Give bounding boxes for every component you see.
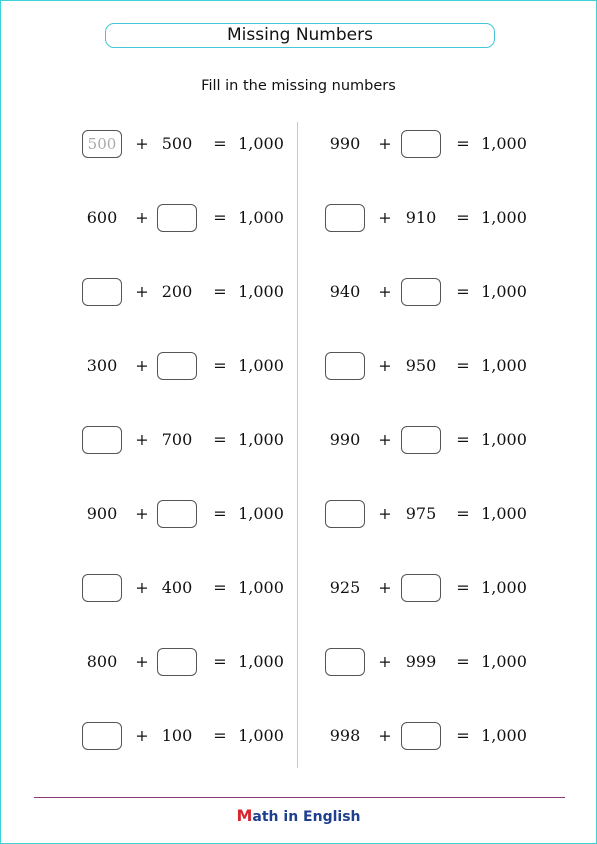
result-number: 1,000 (481, 578, 527, 597)
equals-sign: = (456, 726, 470, 745)
addend-number: 940 (329, 282, 361, 301)
plus-sign: + (135, 578, 149, 597)
addend-number: 998 (329, 726, 361, 745)
plus-sign: + (135, 652, 149, 671)
equals-sign: = (213, 356, 227, 375)
equation-row (0, 129, 597, 159)
equals-sign: = (456, 282, 470, 301)
result-number: 1,000 (238, 134, 284, 153)
answer-box[interactable] (325, 352, 365, 380)
equals-sign: = (456, 356, 470, 375)
plus-sign: + (378, 726, 392, 745)
plus-sign: + (378, 356, 392, 375)
result-number: 1,000 (238, 652, 284, 671)
addend-number: 950 (405, 356, 437, 375)
answer-box[interactable] (325, 500, 365, 528)
logo-letter-m: M (236, 806, 253, 825)
equation-row (0, 721, 597, 751)
equals-sign: = (213, 282, 227, 301)
result-number: 1,000 (481, 504, 527, 523)
equation-row (0, 573, 597, 603)
answer-box[interactable] (401, 574, 441, 602)
addend-number: 800 (86, 652, 118, 671)
addend-number: 975 (405, 504, 437, 523)
logo-text: ath in English (252, 809, 361, 825)
equation-row (0, 647, 597, 677)
equation-row (0, 351, 597, 381)
addend-number: 200 (161, 282, 193, 301)
plus-sign: + (378, 282, 392, 301)
plus-sign: + (135, 726, 149, 745)
result-number: 1,000 (481, 282, 527, 301)
equals-sign: = (213, 504, 227, 523)
result-number: 1,000 (481, 430, 527, 449)
plus-sign: + (378, 430, 392, 449)
plus-sign: + (135, 504, 149, 523)
equals-sign: = (456, 578, 470, 597)
answer-box[interactable] (325, 648, 365, 676)
plus-sign: + (135, 208, 149, 227)
addend-number: 400 (161, 578, 193, 597)
result-number: 1,000 (238, 726, 284, 745)
addend-number: 700 (161, 430, 193, 449)
equals-sign: = (456, 652, 470, 671)
addend-number: 600 (86, 208, 118, 227)
plus-sign: + (135, 356, 149, 375)
result-number: 1,000 (238, 504, 284, 523)
result-number: 1,000 (238, 208, 284, 227)
instruction-text: Fill in the missing numbers (201, 78, 396, 94)
addend-number: 500 (161, 134, 193, 153)
result-number: 1,000 (481, 652, 527, 671)
plus-sign: + (135, 282, 149, 301)
footer-rule (34, 797, 565, 798)
result-number: 1,000 (238, 578, 284, 597)
result-number: 1,000 (481, 134, 527, 153)
equals-sign: = (213, 134, 227, 153)
page-title: Missing Numbers (105, 23, 495, 48)
equals-sign: = (213, 208, 227, 227)
answer-box[interactable] (401, 426, 441, 454)
plus-sign: + (378, 652, 392, 671)
addend-number: 910 (405, 208, 437, 227)
footer-logo (0, 806, 597, 825)
addend-number: 100 (161, 726, 193, 745)
addend-number: 900 (86, 504, 118, 523)
result-number: 1,000 (238, 282, 284, 301)
plus-sign: + (135, 430, 149, 449)
result-number: 1,000 (481, 726, 527, 745)
equals-sign: = (456, 504, 470, 523)
addend-number: 990 (329, 430, 361, 449)
result-number: 1,000 (481, 208, 527, 227)
equals-sign: = (456, 208, 470, 227)
equation-row (0, 203, 597, 233)
equation-row (0, 499, 597, 529)
plus-sign: + (135, 134, 149, 153)
answer-box[interactable] (401, 130, 441, 158)
equals-sign: = (456, 134, 470, 153)
result-number: 1,000 (238, 356, 284, 375)
addend-number: 925 (329, 578, 361, 597)
equation-row (0, 425, 597, 455)
equals-sign: = (213, 726, 227, 745)
plus-sign: + (378, 134, 392, 153)
result-number: 1,000 (481, 356, 527, 375)
answer-box[interactable] (325, 204, 365, 232)
answer-box[interactable] (401, 278, 441, 306)
equals-sign: = (213, 430, 227, 449)
equals-sign: = (456, 430, 470, 449)
result-number: 1,000 (238, 430, 284, 449)
plus-sign: + (378, 504, 392, 523)
answer-box[interactable] (401, 722, 441, 750)
equals-sign: = (213, 578, 227, 597)
equals-sign: = (213, 652, 227, 671)
equation-row (0, 277, 597, 307)
addend-number: 300 (86, 356, 118, 375)
plus-sign: + (378, 578, 392, 597)
addend-number: 999 (405, 652, 437, 671)
plus-sign: + (378, 208, 392, 227)
addend-number: 990 (329, 134, 361, 153)
answer-box[interactable]: 500 (82, 130, 122, 158)
